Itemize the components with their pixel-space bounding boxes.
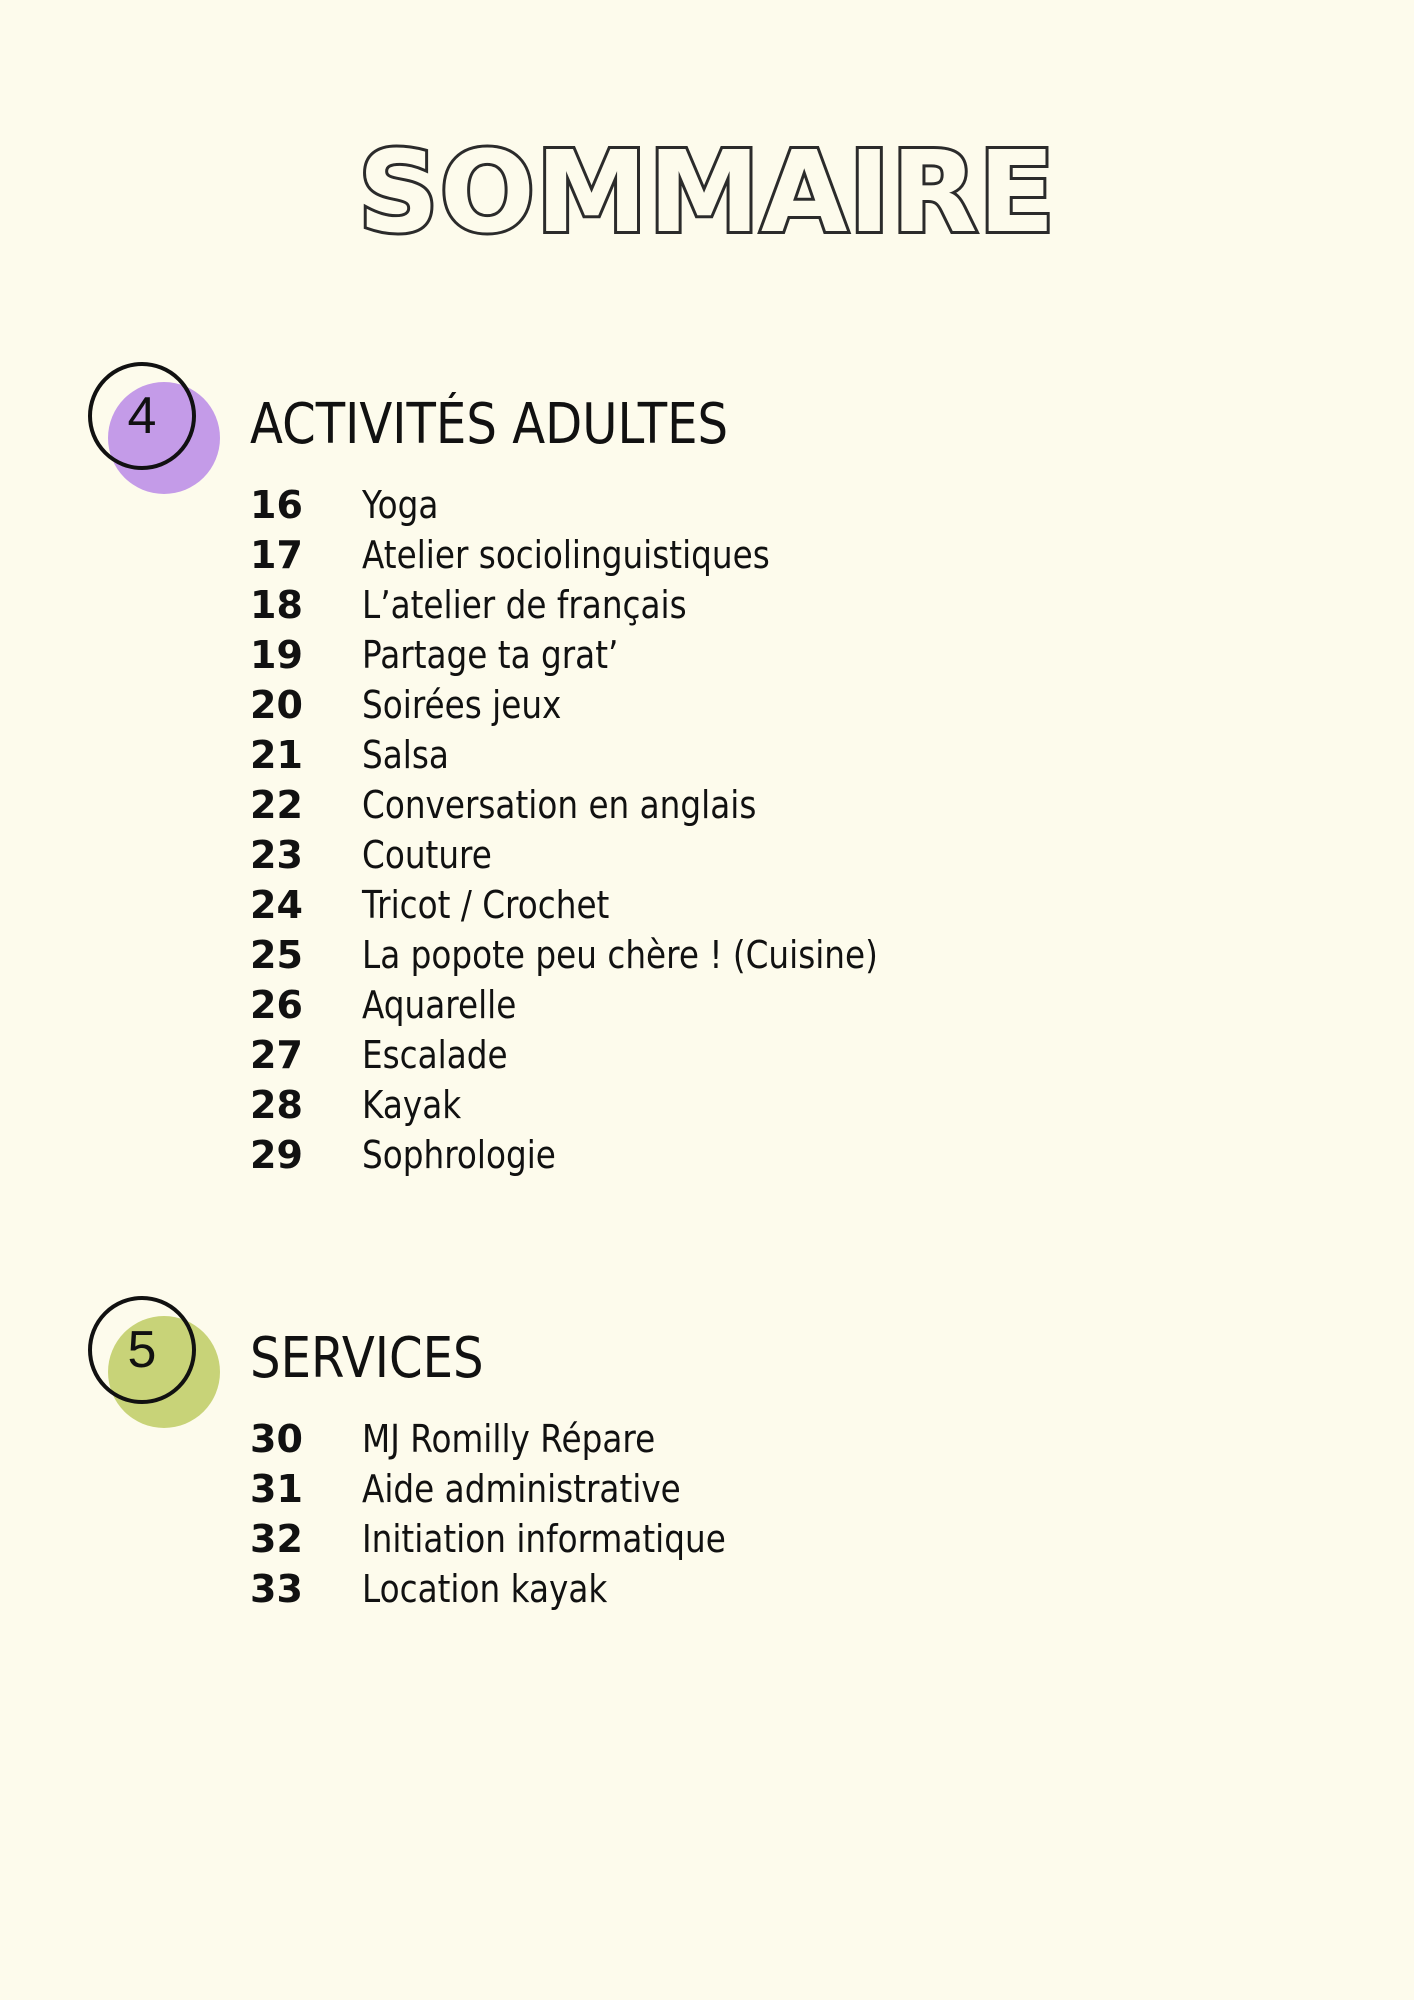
toc-page-number: 20 xyxy=(250,683,303,727)
toc-entry[interactable] xyxy=(250,830,962,880)
toc-entry-label: Aide administrative xyxy=(362,1467,681,1511)
toc-page-number: 28 xyxy=(250,1083,303,1127)
toc-entry[interactable] xyxy=(250,930,962,980)
toc-entry[interactable] xyxy=(250,1514,785,1564)
toc-entry-label: Conversation en anglais xyxy=(362,783,757,827)
toc-page-number: 31 xyxy=(250,1467,303,1511)
toc-entry[interactable] xyxy=(250,580,962,630)
toc-page-number: 24 xyxy=(250,883,303,927)
page-title: SOMMAIRE xyxy=(358,128,1056,258)
toc-page-number: 18 xyxy=(250,583,303,627)
toc-entry[interactable] xyxy=(250,480,962,530)
toc-entry[interactable] xyxy=(250,1464,785,1514)
toc-entry-label: Initiation informatique xyxy=(362,1517,726,1561)
toc-entry[interactable] xyxy=(250,780,962,830)
toc-entry-label: Couture xyxy=(362,833,492,877)
toc-page-number: 29 xyxy=(250,1133,303,1177)
toc-list xyxy=(250,1414,785,1614)
toc-page-number: 33 xyxy=(250,1567,303,1611)
section-number: 4 xyxy=(88,362,196,470)
toc-entry-label: Sophrologie xyxy=(362,1133,556,1177)
toc-entry[interactable] xyxy=(250,530,962,580)
toc-entry-label: Kayak xyxy=(362,1083,462,1127)
section-number: 5 xyxy=(88,1296,196,1404)
toc-page-number: 26 xyxy=(250,983,303,1027)
toc-entry[interactable] xyxy=(250,1564,785,1614)
toc-entry[interactable] xyxy=(250,880,962,930)
toc-entry[interactable] xyxy=(250,1030,962,1080)
section-title: ACTIVITÉS ADULTES xyxy=(250,392,729,457)
toc-entry[interactable] xyxy=(250,980,962,1030)
toc-entry-label: L’atelier de français xyxy=(362,583,687,627)
toc-entry-label: Location kayak xyxy=(362,1567,608,1611)
toc-page-number: 19 xyxy=(250,633,303,677)
toc-entry-label: MJ Romilly Répare xyxy=(362,1417,656,1461)
toc-entry[interactable] xyxy=(250,680,962,730)
toc-entry[interactable] xyxy=(250,630,962,680)
toc-entry[interactable] xyxy=(250,1414,785,1464)
toc-entry-label: Atelier sociolinguistiques xyxy=(362,533,770,577)
toc-page-number: 21 xyxy=(250,733,303,777)
toc-list xyxy=(250,480,962,1180)
toc-entry-label: Tricot / Crochet xyxy=(362,883,610,927)
section-number-badge xyxy=(88,362,223,497)
toc-entry-label: Salsa xyxy=(362,733,449,777)
toc-entry-label: Aquarelle xyxy=(362,983,517,1027)
toc-page-number: 25 xyxy=(250,933,303,977)
toc-entry-label: Yoga xyxy=(362,483,439,527)
toc-page-number: 23 xyxy=(250,833,303,877)
toc-page-number: 16 xyxy=(250,483,303,527)
toc-entry-label: La popote peu chère ! (Cuisine) xyxy=(362,933,878,977)
toc-entry[interactable] xyxy=(250,730,962,780)
section-number-badge xyxy=(88,1296,223,1431)
toc-entry[interactable] xyxy=(250,1080,962,1130)
toc-entry-label: Soirées jeux xyxy=(362,683,562,727)
toc-entry-label: Partage ta grat’ xyxy=(362,633,619,677)
toc-entry-label: Escalade xyxy=(362,1033,508,1077)
toc-page-number: 30 xyxy=(250,1417,303,1461)
section-title: SERVICES xyxy=(250,1326,484,1391)
toc-page-number: 17 xyxy=(250,533,303,577)
toc-entry[interactable] xyxy=(250,1130,962,1180)
toc-page-number: 22 xyxy=(250,783,303,827)
toc-page-number: 32 xyxy=(250,1517,303,1561)
toc-page-number: 27 xyxy=(250,1033,303,1077)
